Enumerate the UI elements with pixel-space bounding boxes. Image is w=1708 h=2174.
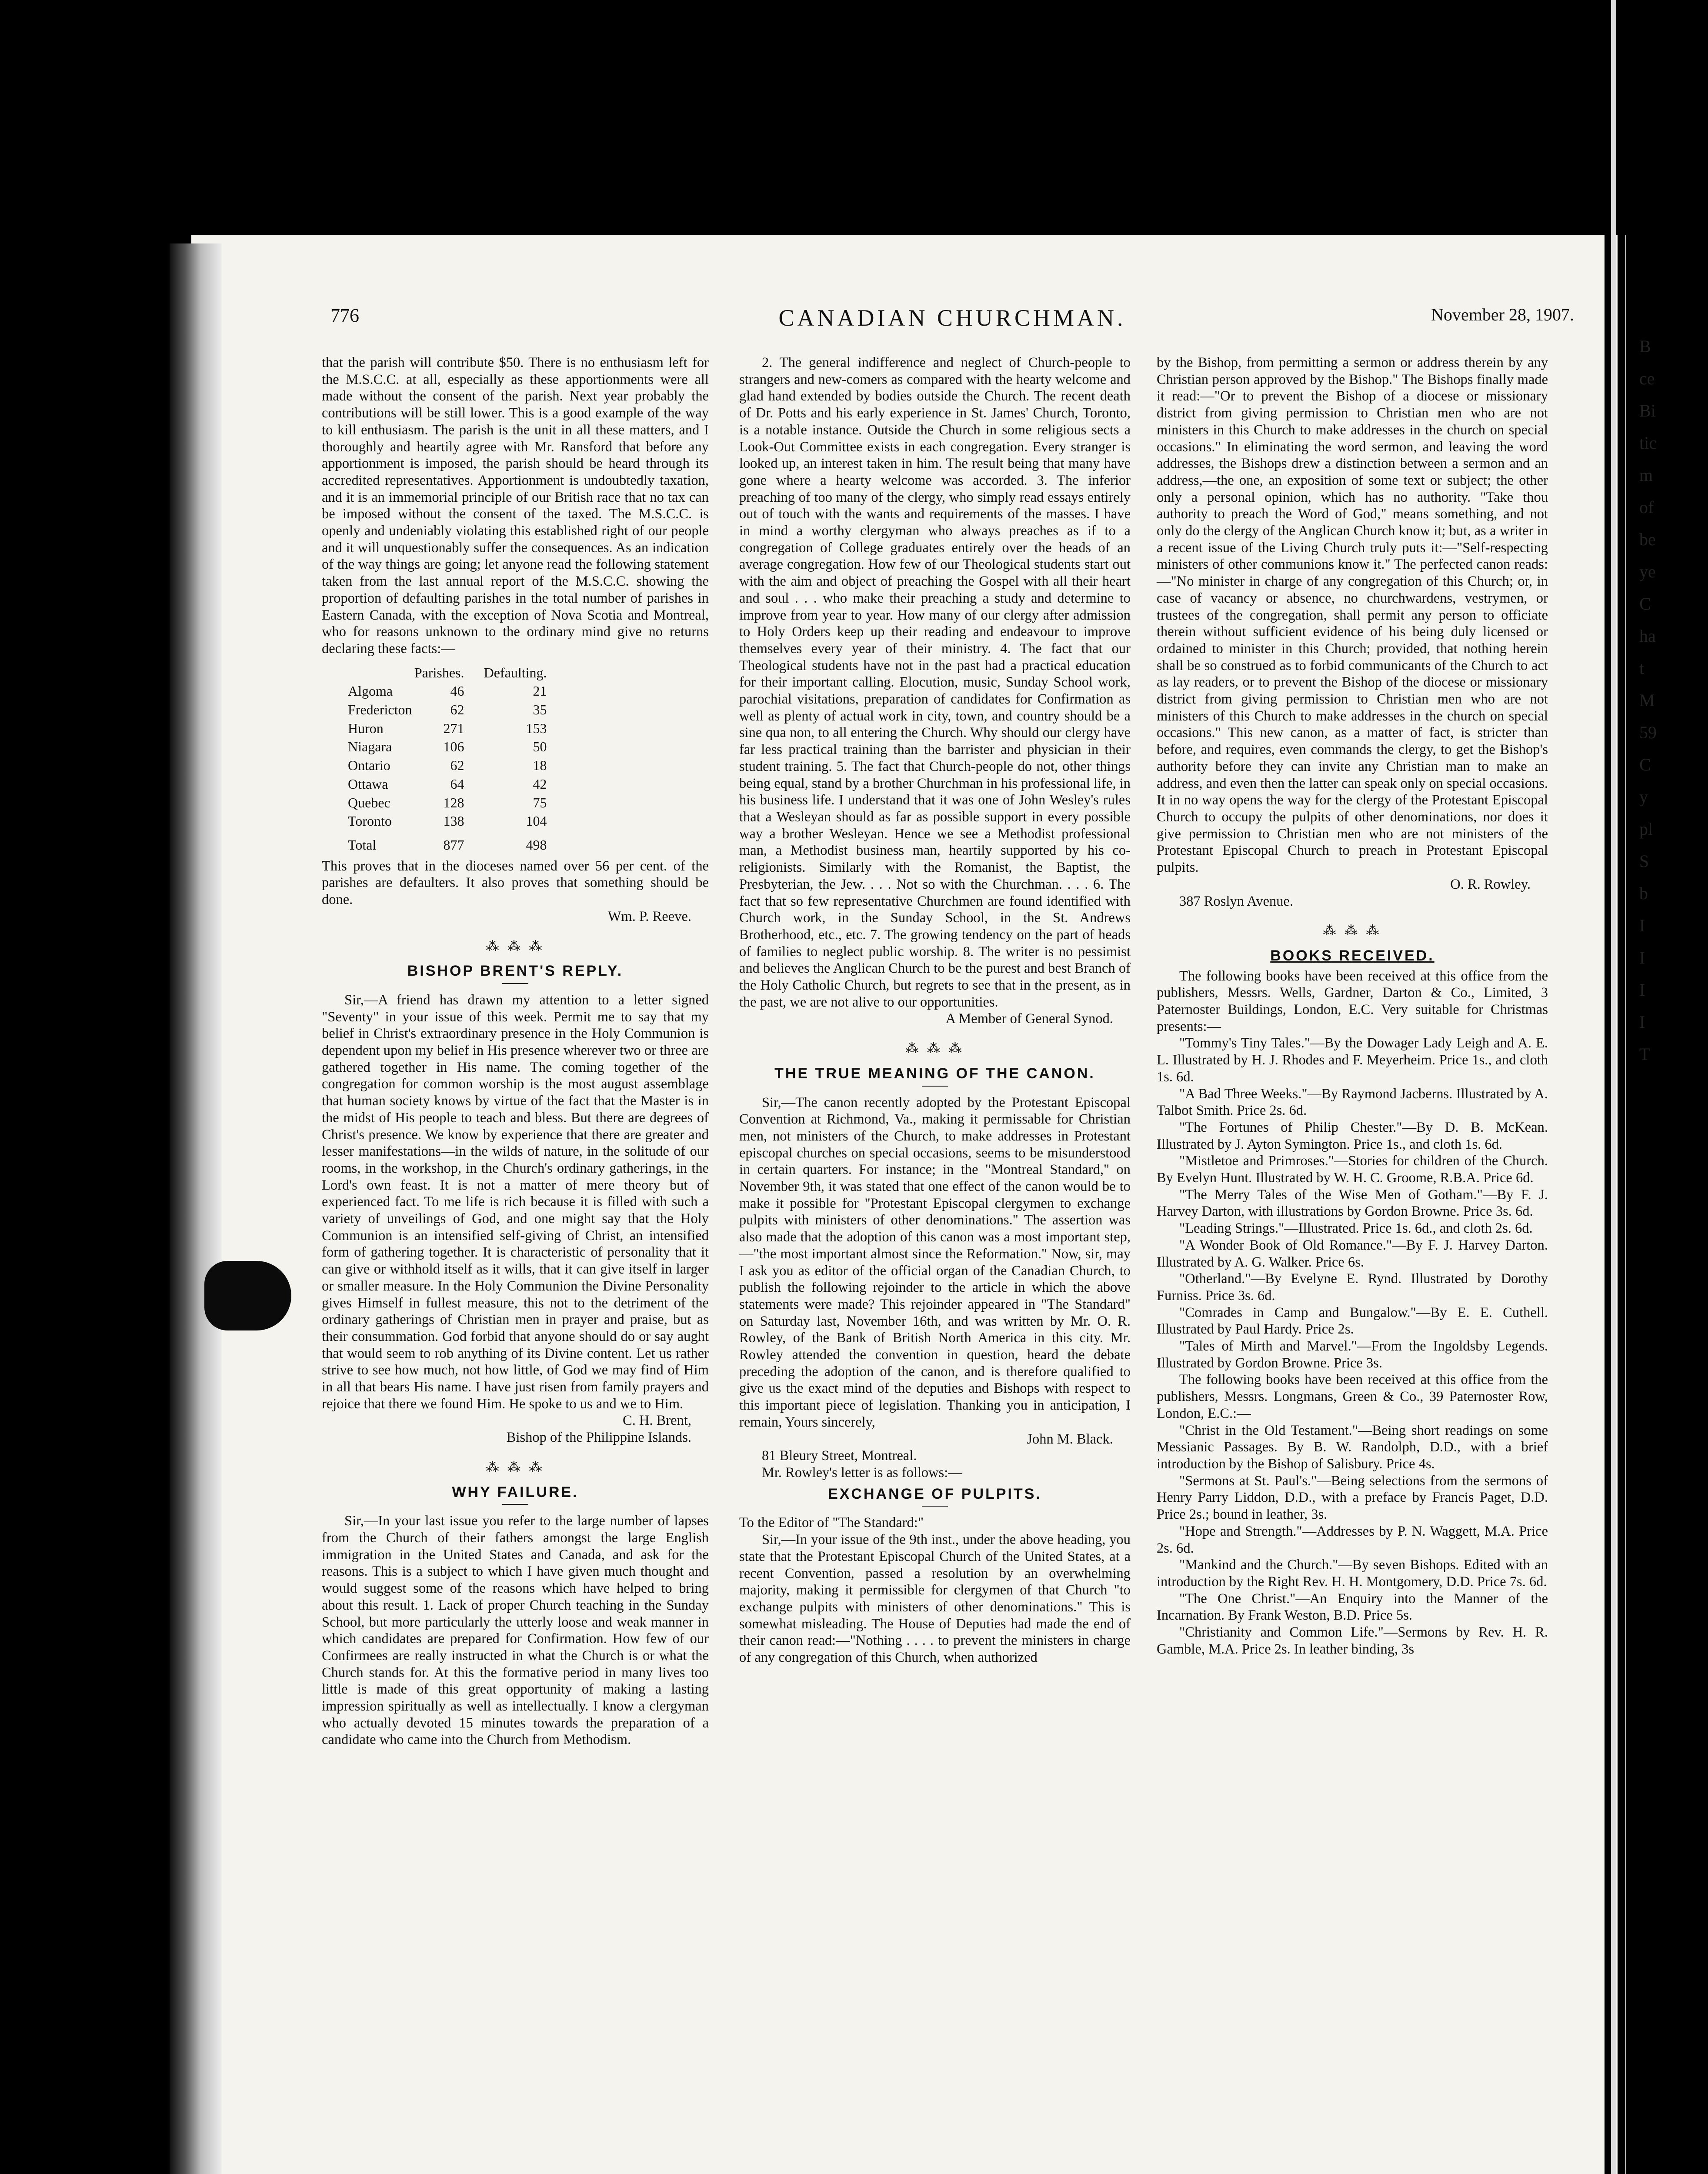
brent-letter-text: Sir,—A friend has drawn my attention to a letter signed "Seventy" in your issue of this week. Permit me to say that my belief in Christ's extraordinary presence in the Holy Communion is dependent upon my belief in His presence wherever two or three are gathered together in His name. The coming together of the congregation for common worship is the most august assemblage that human society knows by virtue of the fact that the Master is in the midst of His people to teach and bless. But there are degrees of Christ's presence. We know by experience that there are greater and lesser manifestations—in the wilds of nature, in the solitude of our rooms, in the workshop, in the Church's ordinary gatherings, in the Lord's own feast. It is not a matter of mere theory but of experienced fact. To me life is rich because it is filled with such a variety of unveilings of God, and one might say that the Holy Communion is an intensified self-giving of Christ, an intensified form of gathering together. It is characteristic of personality that it can give or withhold itself as it wills, that it can give itself in larger or smaller measure. In the Holy Communion the Divine Personality gives Himself in fullest measure, this not to the detriment of the ordinary gatherings of Christian men in prayer and praise, but as their consummation. God forbid that anyone should do or say aught that would seem to rob anything of its Divine content. Let us rather strive to see how much, not how little, of God we may find of Him in all that bears His name. I have just risen from family prayers and rejoice that there we found Him. He spoke to us and we to Him. xyxy=(322,992,709,1412)
total-parishes: 877 xyxy=(443,837,464,853)
book-entry: "Hope and Strength."—Addresses by P. N. Waggett, M.A. Price 2s. 6d. xyxy=(1157,1523,1548,1556)
book-entry: "A Bad Three Weeks."—By Raymond Jacberns. Illustrated by A. Talbot Smith. Price 2s. 6d. xyxy=(1157,1086,1548,1119)
heading-exchange-of-pulpits: EXCHANGE OF PULPITS. xyxy=(828,1485,1042,1502)
table-row xyxy=(348,794,547,812)
defaulting-count: 35 xyxy=(533,702,547,718)
signature-reeve: Wm. P. Reeve. xyxy=(607,908,691,924)
parish-count: 62 xyxy=(450,702,464,718)
table-row xyxy=(348,812,547,830)
right-page-fragment: pl xyxy=(1639,819,1653,839)
right-page-fragment: m xyxy=(1639,465,1653,485)
right-page-fragment: Bi xyxy=(1639,401,1656,420)
defaulting-count: 42 xyxy=(533,776,547,792)
failure-letter-text: Sir,—In your last issue you refer to the large number of lapses from the Church of their fathers amongst the large English immigration in the United States and Canada, and ask for the reasons. This is a subject to which I have given much thought and would suggest some of the reasons which have helped to bring about this result. 1. Lack of proper Church teaching in the Sunday School, but more particularly the utterly loose and weak manner in which candidates are prepared for Confirmation. How few of our Confirmees are really instructed in what the Church is or what the Church stands for. At this the formative period in many lives too little is made of this great opportunity of making a lasting impression spiritually as well as intellectually. I know a clergyman who actually devoted 15 minutes towards the preparation of a candidate who came into the Church from Methodism. xyxy=(322,1513,709,1748)
right-page-fragment: I xyxy=(1639,948,1645,967)
total-defaulting: 498 xyxy=(526,837,547,853)
heading-true-meaning-canon: THE TRUE MEANING OF THE CANON. xyxy=(774,1065,1095,1082)
signature-brent-title: Bishop of the Philippine Islands. xyxy=(506,1430,691,1446)
right-page-fragment: C xyxy=(1639,755,1651,774)
diocese-name: Toronto xyxy=(348,813,392,829)
signature-rowley-address: 387 Roslyn Avenue. xyxy=(1179,893,1294,909)
book-entry: "The Merry Tales of the Wise Men of Gotham."—By F. J. Harvey Darton, with illustrations by Gordon Browne. Price 3s. 6d. xyxy=(1157,1187,1548,1220)
masthead: CANADIAN CHURCHMAN. xyxy=(778,305,1126,331)
right-page-fragment: ce xyxy=(1639,369,1655,388)
table-row xyxy=(348,682,547,700)
table-row xyxy=(348,756,547,775)
signature-black-address: 81 Bleury Street, Montreal. xyxy=(762,1448,917,1464)
page-edge-light xyxy=(1611,0,1616,2174)
defaulting-count: 50 xyxy=(533,739,547,755)
diocese-name: Ontario xyxy=(348,757,390,774)
apportionment-letter-text: that the parish will contribute $50. There is no enthusiasm left for the M.S.C.C. at all, especially as these apportionments were all made without the consent of the parish. Next year probably the contributions will be still lower. This is a good example of the way to kill enthusiasm. The parish is the unit in all these matters, and I thoroughly and heartily agree with Mr. Ransford that before any apportionment is imposed, the parish should be heard through its accredited representatives. Apportionment is undoubtedly taxation, and it is an immemorial principle of our British race that no tax can be imposed without the consent of the taxed. The M.S.C.C. is openly and undeniably violating this established right of our people and it will unquestionably suffer the consequences. As an indication of the way things are going; let anyone read the following statement taken from the last annual report of the M.S.C.C. showing the proportion of defaulting parishes in the total number of parishes in Eastern Canada, with the exception of Nova Scotia and Montreal, who for reasons unknown to the ordinary mind give no returns declaring these facts:— xyxy=(322,355,709,657)
book-entry: "The Fortunes of Philip Chester."—By D. B. McKean. Illustrated by J. Ayton Symington. Price 1s., and cloth 1s. 6d. xyxy=(1157,1119,1548,1152)
page-number: 776 xyxy=(330,305,359,326)
defaulting-count: 75 xyxy=(533,794,547,810)
diocese-name: Quebec xyxy=(348,794,390,810)
diocese-name: Niagara xyxy=(348,739,392,755)
books-intro-wells-gardner: The following books have been received at this office from the publishers, Messrs. Wells, Gardner, Darton & Co., Limited, 3 Paternoster Buildings, London, E.C. Very suitable for Christmas presents:— xyxy=(1157,968,1548,1034)
thumb-holding-page xyxy=(204,1261,291,1330)
diocese-name: Ottawa xyxy=(348,776,388,792)
col-header-parishes: Parishes. xyxy=(414,664,464,680)
diocese-name: Huron xyxy=(348,720,384,736)
right-page-fragment: I xyxy=(1639,980,1645,1000)
book-entry: "Sermons at St. Paul's."—Being selections from the sermons of Henry Parry Liddon, D.D., with a preface by Francis Paget, D.D. Price 2s.; bound in leather, 3s. xyxy=(1157,1473,1548,1523)
section-separator: ⁂ ⁂ ⁂ xyxy=(1323,924,1382,938)
right-page-fragment: be xyxy=(1639,530,1656,549)
book-entry: "Mistletoe and Primroses."—Stories for children of the Church. By Evelyn Hunt. Illustrated by W. H. C. Groome, R.B.A. Price 6d. xyxy=(1157,1153,1548,1186)
right-page-fragment: t xyxy=(1639,658,1645,678)
right-page-fragment: ye xyxy=(1639,562,1656,581)
right-page-fragment: b xyxy=(1639,884,1648,903)
parish-count: 62 xyxy=(450,757,464,774)
heading-rule xyxy=(922,1506,948,1507)
table-row xyxy=(348,775,547,794)
defaulting-parishes-table xyxy=(348,664,547,854)
defaulting-count: 18 xyxy=(533,757,547,774)
diocese-name: Fredericton xyxy=(348,702,412,718)
defaulting-count: 21 xyxy=(533,683,547,699)
heading-books-received: BOOKS RECEIVED. xyxy=(1270,947,1434,964)
right-page-fragment: tic xyxy=(1639,433,1657,453)
apportionment-conclusion: This proves that in the dioceses named over 56 per cent. of the parishes are defaulters. It also proves that something should be done. xyxy=(322,858,709,908)
signature-black: John M. Black. xyxy=(1027,1431,1113,1447)
parish-count: 64 xyxy=(450,776,464,792)
book-entry: "Comrades in Camp and Bungalow."—By E. E. Cuthell. Illustrated by Paul Hardy. Price 2s. xyxy=(1157,1304,1548,1337)
parish-count: 271 xyxy=(443,720,464,736)
col-header-defaulting: Defaulting. xyxy=(484,664,547,680)
parish-count: 106 xyxy=(443,739,464,755)
table-row xyxy=(348,719,547,738)
book-entry: "A Wonder Book of Old Romance."—By F. J. Harvey Darton. Illustrated by A. G. Walker. Price 6s. xyxy=(1157,1237,1548,1270)
exchange-letter-continued: by the Bishop, from permitting a sermon or address therein by any Christian person approved by the Bishop." The Bishops finally made it read:—"Or to prevent the Bishop of a diocese or missionary district from giving permission to Christian men who are not ministers in this Church to make addresses in the church on special occasions." In eliminating the word sermon, and leaving the word addresses, the Bishops drew a distinction between a sermon and an address,—the one, an exposition of some text or subject; the other only a personal opinion, which has no authority. "Take thou authority to preach the Word of God," means something, and not only do the clergy of the Anglican Church know it; but, as a writer in a recent issue of the Living Church truly puts it:—"Self-respecting ministers of other communions know it." The perfected canon reads:—"No minister in charge of any congregation of this Church; or, in case of vacancy or absence, no churchwardens, vestrymen, or trustees of the congregation, shall permit any person to officiate therein without sufficient evidence of his being duly licensed or ordained to minister in this Church; provided, that nothing herein shall be so construed as to forbid communicants of the Church to act as lay readers, or to prevent the Bishop of the diocese or missionary district from giving permission to Christian men who are not ministers of this Church to make addresses in the church on special occasions." This new canon, as a matter of fact, is stricter than before, and requires, even commands the clergy, to get the Bishop's authority before they can invite any Christian man to make an address, and even then the latter can speak only on special occasions. It in no way opens the way for the clergy of the Protestant Episcopal Church to occupy the pulpits of other denominations, nor does it give permission to Christian men who are not ministers of the Protestant Episcopal Church to preach in Protestant Episcopal pulpits. xyxy=(1157,355,1548,876)
column-2 xyxy=(739,354,1131,1666)
exchange-salutation: To the Editor of "The Standard:" xyxy=(739,1515,924,1531)
book-entry: "Tales of Mirth and Marvel."—From the Ingoldsby Legends. Illustrated by Gordon Browne. Price 3s. xyxy=(1157,1338,1548,1371)
right-page-fragment: ha xyxy=(1639,626,1656,646)
canon-letter-text: Sir,—The canon recently adopted by the Protestant Episcopal Convention at Richmond, Va., making it permissable for Christian men, not ministers of the Church, to make addresses in Protestant episcopal churches on special occasions, seems to be misunderstood in certain quarters. For instance; in the "Montreal Standard," on November 9th, it was stated that one effect of the canon would be to make it possible for "Protestant Episcopal clergymen to exchange pulpits with ministers of other denominations." The assertion was also made that the adoption of this canon was a most important step,—"the most important almost since the Reformation." Now, sir, may I ask you as editor of the official organ of the Canadian Church, to publish the following rejoinder to the article in which the above statements were made? This rejoinder appeared in "The Standard" on Saturday last, November 16th, and was written by Mr. O. R. Rowley, of the Bank of British North America in this city. Mr. Rowley attended the convention in question, heard the debate preceding the adoption of the canon, and is therefore qualified to give us the exact mind of the deputies and Bishops with respect to this important piece of legislation. Thanking you in anticipation, I remain, Yours sincerely, xyxy=(739,1094,1131,1430)
defaulting-count: 153 xyxy=(526,720,547,736)
book-gutter-shadow xyxy=(170,243,222,2174)
right-page-fragment: T xyxy=(1639,1044,1650,1064)
book-entry: "Mankind and the Church."—By seven Bishops. Edited with an introduction by the Right Rev. H. H. Montgomery, D.D. Price 7s. 6d. xyxy=(1157,1557,1548,1590)
column-1 xyxy=(322,354,709,1748)
signature-general-synod: A Member of General Synod. xyxy=(945,1011,1113,1027)
table-row xyxy=(348,737,547,756)
book-entry: "Leading Strings."—Illustrated. Price 1s. 6d., and cloth 2s. 6d. xyxy=(1179,1220,1533,1237)
parish-count: 46 xyxy=(450,683,464,699)
book-entry: "Otherland."—By Evelyne E. Rynd. Illustrated by Dorothy Furniss. Price 3s. 6d. xyxy=(1157,1271,1548,1304)
right-page-fragment: S xyxy=(1639,851,1649,871)
books-list-longmans xyxy=(1157,1422,1548,1658)
heading-rule xyxy=(502,1504,528,1505)
exchange-letter-text: Sir,—In your issue of the 9th inst., under the above heading, you state that the Protestant Episcopal Church of the United States, at a recent Convention, passed a resolution by an overwhelming majority, making it permissible for clergymen of that Church "to exchange pulpits with ministers of other denominations." This is somewhat misleading. The House of Deputies had made the end of their canon read:—"Nothing . . . . to prevent the ministers in charge of any congregation of this Church, when authorized xyxy=(739,1532,1131,1666)
book-entry: "Tommy's Tiny Tales."—By the Dowager Lady Leigh and A. E. L. Illustrated by H. J. Rhodes and F. Meyerheim. Price 1s., and cloth 1s. 6d. xyxy=(1157,1035,1548,1085)
right-page-fragment: I xyxy=(1639,1012,1645,1032)
parish-count: 128 xyxy=(443,794,464,810)
heading-bishop-brents-reply: BISHOP BRENT'S REPLY. xyxy=(407,963,624,980)
right-page-fragment: C xyxy=(1639,594,1651,614)
heading-why-failure: WHY FAILURE. xyxy=(452,1484,579,1500)
defaulting-count: 104 xyxy=(526,813,547,829)
rowley-intro: Mr. Rowley's letter is as follows:— xyxy=(762,1465,962,1480)
right-page-fragment: of xyxy=(1639,497,1654,517)
table-header-row xyxy=(348,664,547,682)
parish-count: 138 xyxy=(443,813,464,829)
books-list-wells-gardner xyxy=(1157,1035,1548,1371)
book-entry: "Christianity and Common Life."—Sermons by Rev. H. R. Gamble, M.A. Price 2s. In leather binding, 3s xyxy=(1157,1624,1548,1657)
right-page-fragment: B xyxy=(1639,337,1651,356)
book-entry: "The One Christ."—An Enquiry into the Manner of the Incarnation. By Frank Weston, B.D. Price 5s. xyxy=(1157,1590,1548,1624)
right-page-fragment: y xyxy=(1639,787,1648,807)
page-header xyxy=(330,304,1574,335)
book-entry: "Christ in the Old Testament."—Being short readings on some Messianic Passages. By B. W. Randolph, D.D., with a brief introduction by the Bishop of Salisbury. Price 4s. xyxy=(1157,1422,1548,1472)
right-page-fragment: I xyxy=(1639,916,1645,935)
books-intro-longmans: The following books have been received at this office from the publishers, Messrs. Longmans, Green & Co., 39 Paternoster Row, London, E.C.:— xyxy=(1157,1372,1548,1421)
issue-date: November 28, 1907. xyxy=(1431,305,1574,324)
section-separator: ⁂ ⁂ ⁂ xyxy=(486,1460,545,1474)
right-page-fragment: M xyxy=(1639,690,1655,710)
page-edge-bar-2 xyxy=(1618,0,1625,2174)
failure-letter-continued: 2. The general indifference and neglect of Church-people to strangers and new-comers as compared with the hearty welcome and glad hand extended by bodies outside the Church. The recent death of Dr. Potts and his early experience in St. James' Church, Toronto, is a notable instance. Outside the Church in some religious sects a Look-Out Committee exists in each congregation. Every stranger is looked up, an interest taken in him. The result being that many have gone where a hearty welcome was accorded. 3. The inferior preaching of too many of the clergy, who simply read essays entirely out of touch with the wants and requirements of the masses. I have in mind a worthy clergyman who always preaches as if to a congregation of College graduates entirely over the heads of an average congregation. How few of our Theological students start out with the aim and object of preaching the Gospel with all their heart and soul . . . who make their preaching a study and determine to improve from year to year. How many of our clergy after admission to Holy Orders keep up their reading and endeavour to improve themselves every year of their ministry. 4. The fact that our Theological students have not in the past had a practical education for their important calling. Elocution, music, Sunday School work, parochial visitations, preparation of candidates for Confirmation as well as plenty of actual work in city, town, and country should be a sine qua non, to all entering the Church. Why should our clergy have far less practical training than the barrister and physician in their student training. 5. The fact that Church-people do not, other things being equal, stand by a brother Churchman in his professional life, in his business life. I understand that it was one of John Wesley's rules that a Wesleyan should as far as possible support in every possible way a brother Wesleyan. Hence we see a Methodist professional man, a Methodist business man, heartily supported by his co-religionists. Similarly with the Romanist, the Baptist, the Presbyterian, the Jew. . . . Not so with the Churchman. . . . 6. The fact that so few representative Churchmen are found identified with Church work, in the Sunday School, in the St. Andrews Brotherhood, etc., etc. 7. The growing tendency on the part of heads of families to neglect public worship. 8. The writer is no pessimist and believes the Anglican Church to be the purest and best Branch of the Holy Catholic Church, but regrets to see that in the present, as in the past, we are not alive to our opportunities. xyxy=(739,355,1131,1010)
right-page-fragments xyxy=(1639,330,1708,1070)
signature-rowley: O. R. Rowley. xyxy=(1450,876,1531,892)
signature-brent: C. H. Brent, xyxy=(623,1413,691,1429)
section-separator: ⁂ ⁂ ⁂ xyxy=(905,1041,964,1056)
right-page-fragment: 59 xyxy=(1639,723,1657,742)
column-3 xyxy=(1157,354,1548,1657)
table-row xyxy=(348,700,547,719)
heading-rule xyxy=(922,1086,948,1087)
total-label: Total xyxy=(348,837,377,853)
table-total-row xyxy=(348,830,547,854)
heading-rule xyxy=(502,983,528,984)
section-separator: ⁂ ⁂ ⁂ xyxy=(486,939,545,954)
diocese-name: Algoma xyxy=(348,683,393,699)
